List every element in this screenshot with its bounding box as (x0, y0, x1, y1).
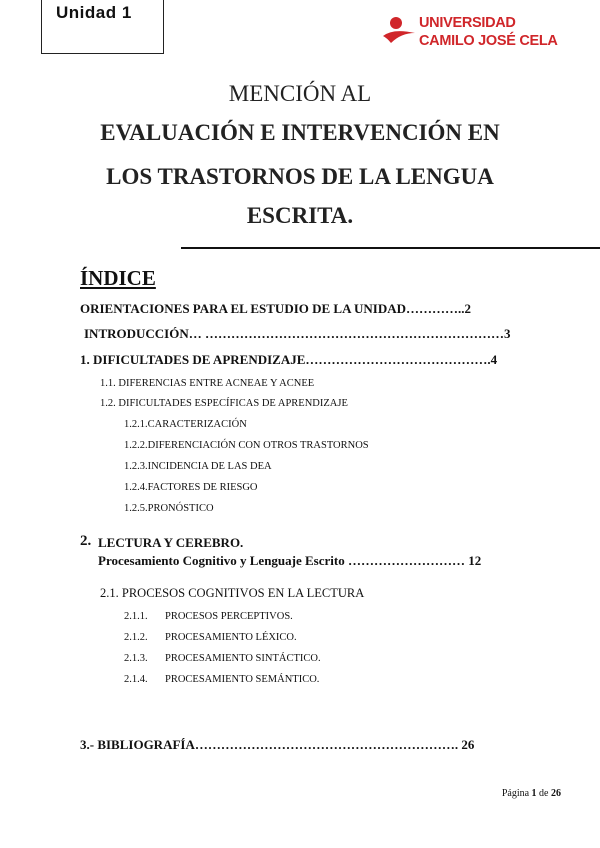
toc-item-2-1-3[interactable]: PROCESAMIENTO SINTÁCTICO. (165, 653, 321, 664)
toc-item-2-1-1-number: 2.1.1. (124, 611, 148, 622)
toc-dificultades[interactable]: 1. DIFICULTADES DE APRENDIZAJE…………………………………….4 (80, 352, 498, 367)
page-number (502, 788, 561, 799)
index-heading: ÍNDICE (80, 266, 156, 290)
toc-bibliografia[interactable]: 3.- BIBLIOGRAFÍA……………………………………………………. 26 (80, 737, 475, 752)
title-line-4: ESCRITA. (246, 203, 354, 228)
page-number-total: 26 (551, 788, 561, 799)
university-logo (381, 14, 558, 54)
toc-item-1-2-1[interactable]: 1.2.1.CARACTERIZACIÓN (124, 419, 247, 430)
university-logo-icon (381, 14, 417, 48)
toc-item-2-1-1[interactable]: PROCESOS PERCEPTIVOS. (165, 611, 293, 622)
toc-item-2-1-2[interactable]: PROCESAMIENTO LÉXICO. (165, 632, 297, 643)
toc-item-2-1[interactable]: 2.1. PROCESOS COGNITIVOS EN LA LECTURA (100, 586, 365, 600)
toc-item-2-1-2-number: 2.1.2. (124, 632, 148, 643)
toc-item-2-1-3-number: 2.1.3. (124, 653, 148, 664)
page-number-of: de (536, 788, 551, 799)
toc-lectura-title[interactable]: LECTURA Y CEREBRO. (98, 535, 244, 550)
logo-line-2: CAMILO JOSÉ CELA (419, 33, 558, 49)
toc-item-1-2-4[interactable]: 1.2.4.FACTORES DE RIESGO (124, 482, 258, 493)
title-line-2: EVALUACIÓN E INTERVENCIÓN EN (100, 120, 500, 145)
toc-orientaciones[interactable]: ORIENTACIONES PARA EL ESTUDIO DE LA UNIDAD…………..2 (80, 301, 472, 316)
unit-label: Unidad 1 (56, 3, 132, 22)
toc-lectura-subtitle[interactable]: Procesamiento Cognitivo y Lenguaje Escrito ……………………… 12 (98, 553, 482, 568)
toc-item-1-2-5[interactable]: 1.2.5.PRONÓSTICO (124, 503, 214, 514)
title-line-3: LOS TRASTORNOS DE LA LENGUA (106, 164, 494, 189)
toc-lectura-number: 2. (80, 533, 92, 549)
toc-item-1-1[interactable]: 1.1. DIFERENCIAS ENTRE ACNEAE Y ACNEE (100, 378, 315, 389)
toc-item-1-2[interactable]: 1.2. DIFICULTADES ESPECÍFICAS DE APRENDIZAJE (100, 398, 348, 409)
toc-item-1-2-3[interactable]: 1.2.3.INCIDENCIA DE LAS DEA (124, 461, 272, 472)
page-number-prefix: Página (501, 788, 532, 799)
title-line-1: MENCIÓN AL (228, 81, 372, 106)
toc-introduccion[interactable]: INTRODUCCIÓN… ……………………………………………………………3 (84, 326, 511, 341)
toc-item-2-1-4-number: 2.1.4. (124, 674, 148, 685)
toc-item-2-1-4[interactable]: PROCESAMIENTO SEMÁNTICO. (165, 674, 320, 685)
toc-item-1-2-2[interactable]: 1.2.2.DIFERENCIACIÓN CON OTROS TRASTORNOS (124, 440, 369, 451)
unit-label-box (41, 0, 164, 54)
page-number-current: 1 (531, 788, 537, 799)
logo-line-1: UNIVERSIDAD (419, 15, 516, 31)
title-divider (181, 247, 600, 249)
